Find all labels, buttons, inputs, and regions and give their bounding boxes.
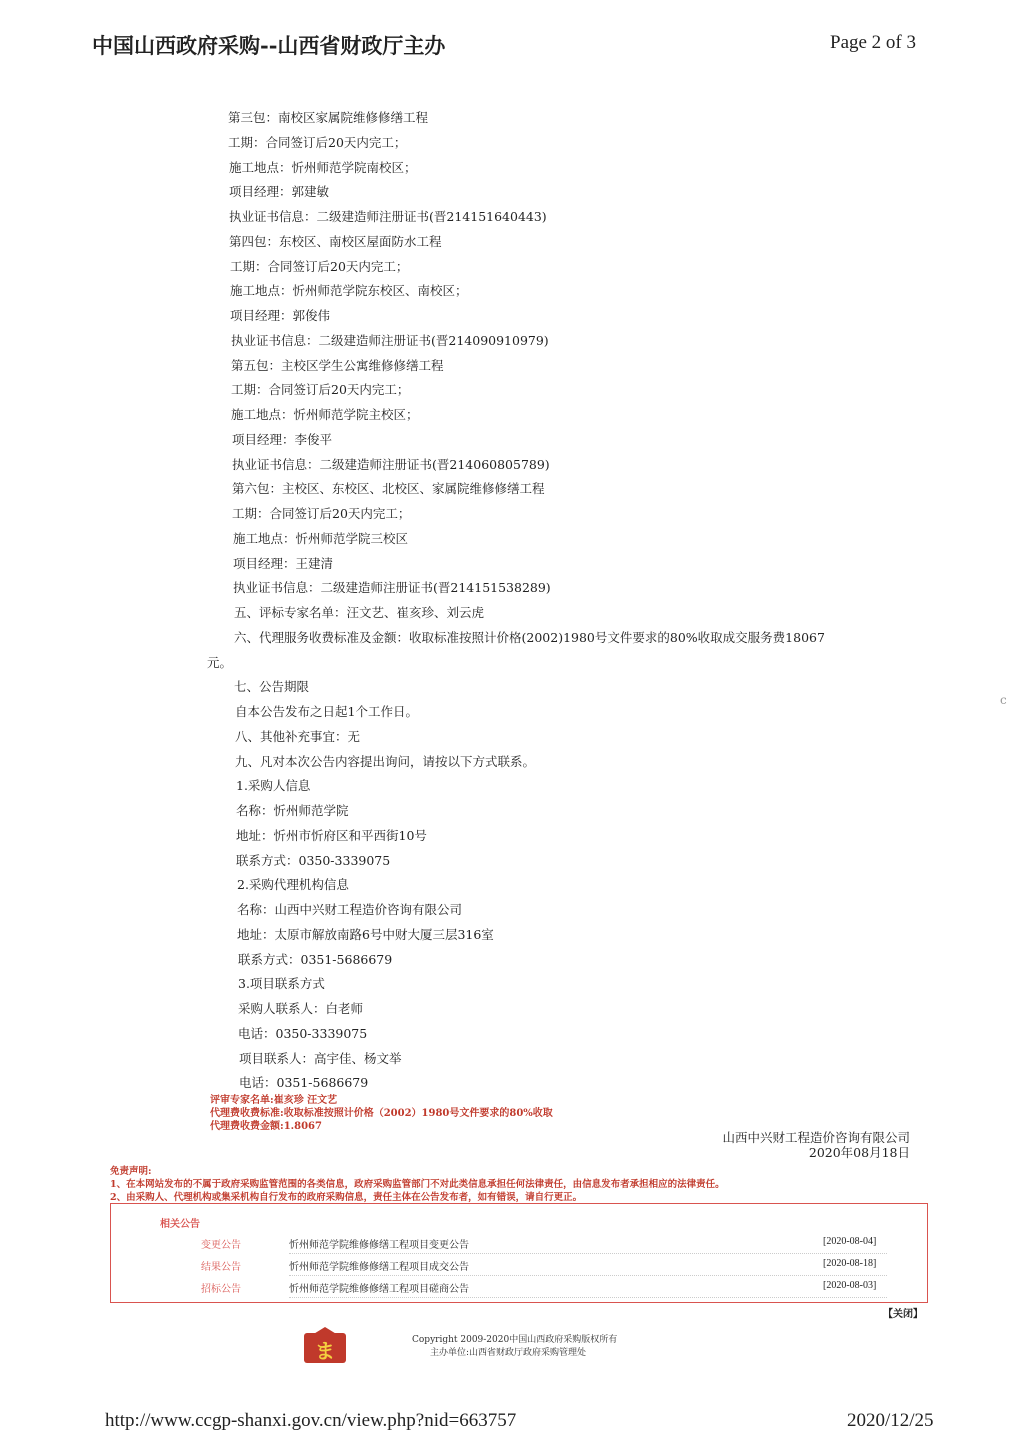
copyright-text: Copyright 2009-2020中国山西政府采购版权所有 xyxy=(412,1335,618,1345)
body-line: 八、其他补充事宜：无 xyxy=(235,728,361,744)
emblem-glyph: ま xyxy=(315,1339,335,1363)
body-line: 自本公告发布之日起1个工作日。 xyxy=(235,704,418,719)
body-line: 执业证书信息：二级建造师注册证书(晋214151640443) xyxy=(229,209,547,224)
body-line: 第六包：主校区、东校区、北校区、家属院维修修缮工程 xyxy=(232,481,545,497)
body-line: 3.项目联系方式 xyxy=(238,976,325,992)
body-line: 第五包：主校区学生公寓维修修缮工程 xyxy=(231,357,444,373)
body-line: 施工地点：忻州师范学院南校区； xyxy=(229,159,417,175)
body-line: 名称：忻州师范学院 xyxy=(236,803,349,818)
footer-print-date: 2020/12/25 xyxy=(847,1410,934,1431)
body-line: 六、代理服务收费标准及金额：收取标准按照计价格(2002)1980号文件要求的80%收取成交服务费18067 xyxy=(234,629,825,645)
host-unit-text: 主办单位:山西省财政厅政府采购管理处 xyxy=(430,1348,587,1358)
body-line: 元。 xyxy=(207,654,233,670)
body-line: 工期：合同签订后20天内完工； xyxy=(230,258,409,274)
body-line: 工期：合同签订后20天内完工； xyxy=(228,134,407,150)
body-line: 2.采购代理机构信息 xyxy=(237,877,349,893)
disclaimer-item: 1、在本网站发布的不属于政府采购监管范围的各类信息，政府采购监管部门不对此类信息承担任何法律责任，由信息发布者承担相应的法律责任。 xyxy=(110,1179,725,1190)
red-note-line: 评审专家名单:崔亥珍 汪文艺 xyxy=(210,1095,338,1106)
related-row[interactable] xyxy=(111,1280,927,1298)
body-line: 地址：忻州市忻府区和平西街10号 xyxy=(236,827,427,843)
body-line: 七、公告期限 xyxy=(234,679,310,695)
body-line: 第四包：东校区、南校区屋面防水工程 xyxy=(229,233,442,249)
related-date: [2020-08-04] xyxy=(823,1236,877,1247)
body-line: 采购人联系人：白老师 xyxy=(238,1001,364,1016)
body-line: 项目经理：郭建敏 xyxy=(229,184,330,200)
body-line: 项目经理：郭俊伟 xyxy=(230,308,331,323)
related-link[interactable]: 忻州师范学院维修修缮工程项目变更公告 xyxy=(289,1240,469,1251)
related-link[interactable]: 忻州师范学院维修修缮工程项目成交公告 xyxy=(289,1262,469,1273)
body-line: 五、评标专家名单：汪文艺、崔亥珍、刘云虎 xyxy=(234,605,485,620)
related-type[interactable]: 招标公告 xyxy=(201,1284,241,1295)
red-note-line: 代理费收费金额:1.8067 xyxy=(210,1121,322,1132)
body-line: 电话：0351-5686679 xyxy=(239,1075,369,1091)
related-row[interactable] xyxy=(111,1258,927,1276)
body-line: 1.采购人信息 xyxy=(236,778,311,794)
body-line: 执业证书信息：二级建造师注册证书(晋214060805789) xyxy=(232,456,550,472)
body-line: 项目经理：王建清 xyxy=(233,555,334,571)
government-emblem-icon xyxy=(304,1333,346,1363)
page-header-title: 中国山西政府采购--山西省财政厅主办 xyxy=(92,33,446,58)
body-line: 名称：山西中兴财工程造价咨询有限公司 xyxy=(237,902,463,917)
footer-url: http://www.ccgp-shanxi.gov.cn/view.php?nid=663757 xyxy=(105,1410,517,1431)
body-line: 施工地点：忻州师范学院三校区 xyxy=(233,530,409,546)
related-link[interactable]: 忻州师范学院维修修缮工程项目磋商公告 xyxy=(289,1284,469,1295)
stray-scan-mark: c xyxy=(1000,693,1007,707)
body-line: 电话：0350-3339075 xyxy=(238,1025,368,1041)
body-line: 第三包：南校区家属院维修修缮工程 xyxy=(228,110,429,125)
body-line: 工期：合同签订后20天内完工； xyxy=(231,382,410,398)
body-line: 工期：合同签订后20天内完工； xyxy=(232,506,411,521)
body-line: 执业证书信息：二级建造师注册证书(晋214151538289) xyxy=(233,580,551,596)
related-type[interactable]: 变更公告 xyxy=(201,1240,241,1251)
red-note-line: 代理费收费标准:收取标准按照计价格（2002）1980号文件要求的80%收取 xyxy=(210,1108,553,1119)
emblem-roof-shape xyxy=(312,1327,338,1335)
related-date: [2020-08-18] xyxy=(823,1258,877,1269)
related-date: [2020-08-03] xyxy=(823,1280,877,1291)
body-line: 九、凡对本次公告内容提出询问，请按以下方式联系。 xyxy=(235,753,536,769)
page-number: Page 2 of 3 xyxy=(830,32,917,53)
signer-date: 2020年08月18日 xyxy=(808,1145,910,1160)
related-type[interactable]: 结果公告 xyxy=(201,1262,241,1273)
close-button[interactable]: 【关闭】 xyxy=(883,1309,923,1320)
disclaimer-title: 免责声明: xyxy=(110,1166,152,1177)
body-line: 地址：太原市解放南路6号中财大厦三层316室 xyxy=(237,926,494,942)
body-line: 施工地点：忻州师范学院主校区； xyxy=(231,407,419,422)
disclaimer-item: 2、由采购人、代理机构或集采机构自行发布的政府采购信息，责任主体在公告发布者，如有错误，请自行更正。 xyxy=(110,1192,583,1203)
body-line: 项目经理：李俊平 xyxy=(232,431,333,447)
related-title: 相关公告 xyxy=(160,1219,200,1230)
related-announcements xyxy=(110,1203,928,1303)
signer-company: 山西中兴财工程造价咨询有限公司 xyxy=(722,1130,910,1145)
body-line: 执业证书信息：二级建造师注册证书(晋214090910979) xyxy=(231,332,549,348)
body-line: 联系方式：0351-5686679 xyxy=(238,951,393,967)
related-row[interactable] xyxy=(111,1236,927,1254)
body-line: 施工地点：忻州师范学院东校区、南校区； xyxy=(230,283,468,299)
body-line: 项目联系人：高宇佳、杨文举 xyxy=(239,1050,402,1066)
body-line: 联系方式：0350-3339075 xyxy=(236,852,391,868)
